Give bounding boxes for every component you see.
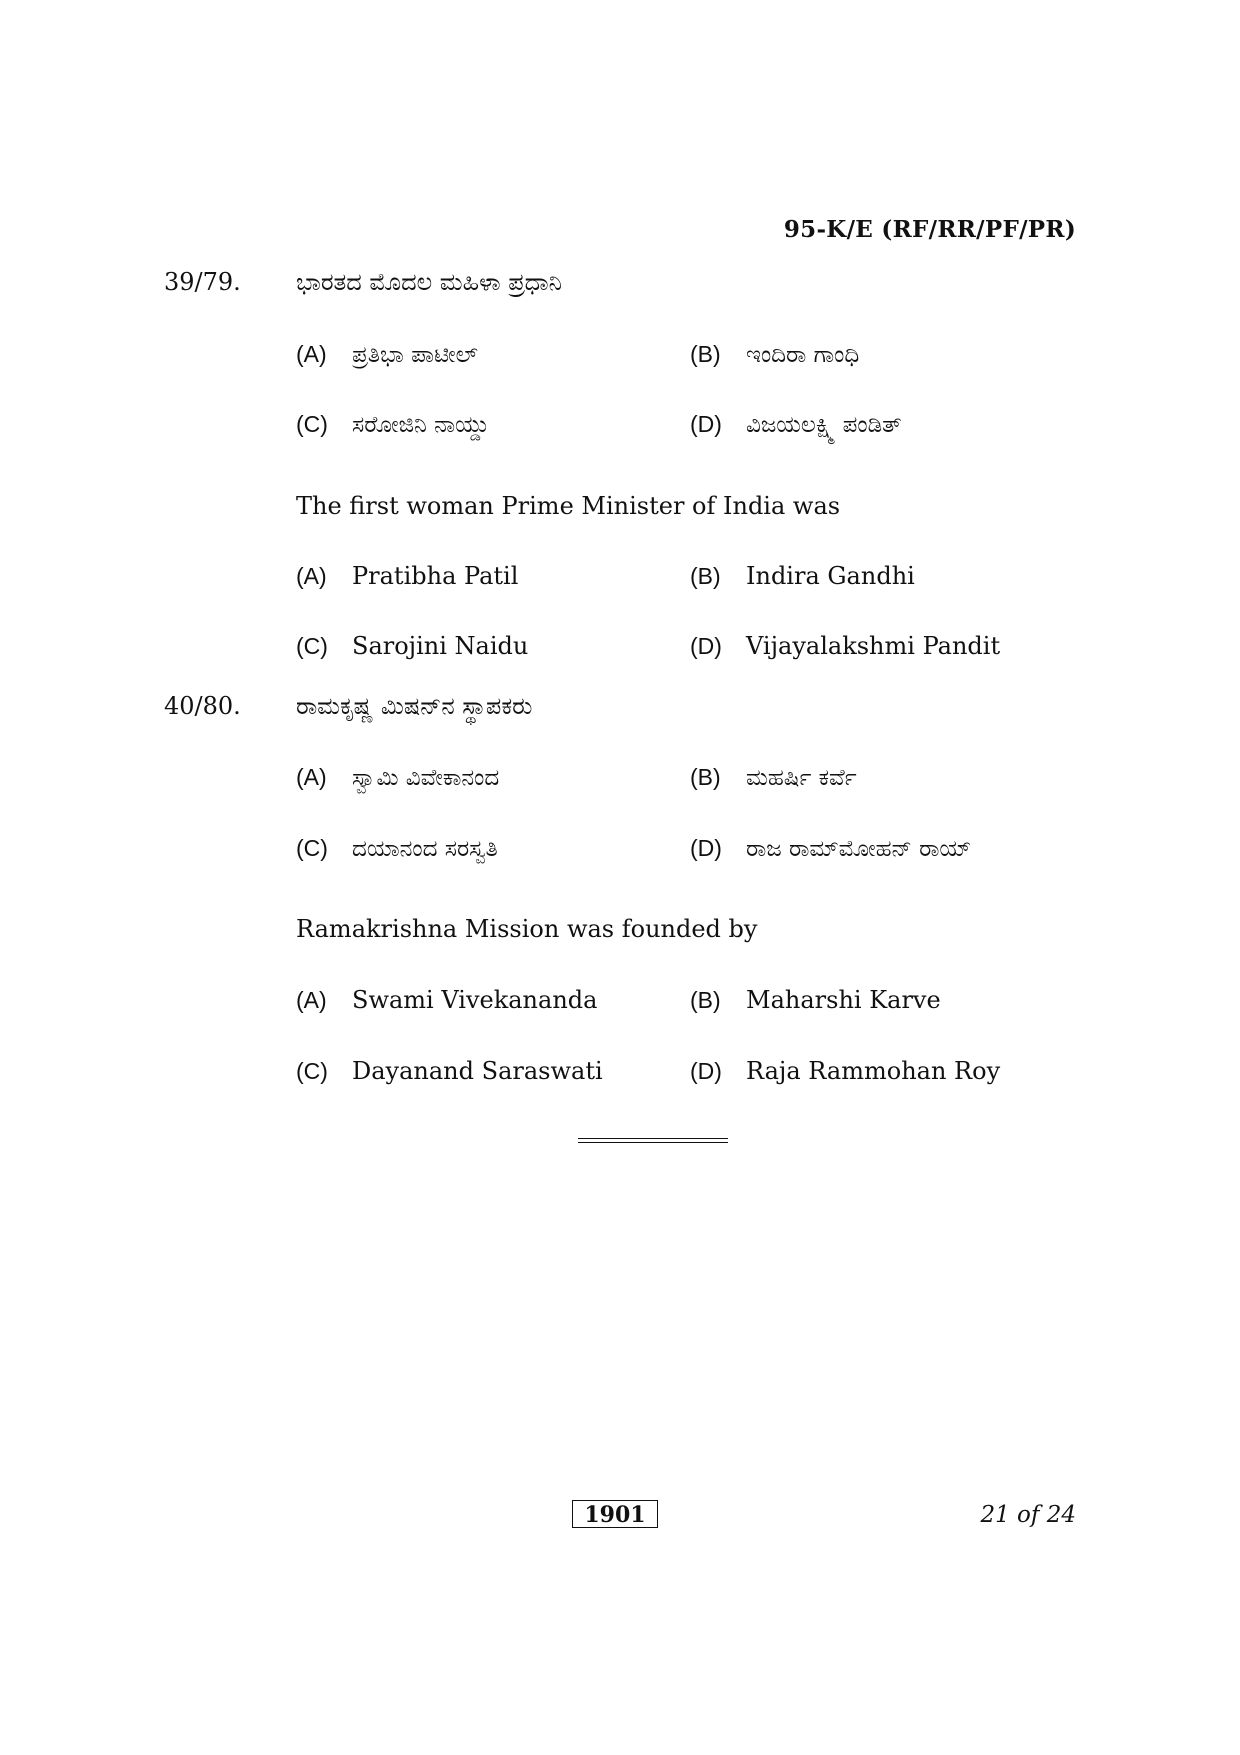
option-label: (B) [690,764,721,790]
question-number: 40/80. [164,692,241,720]
option-text: ಇಂದಿರಾ ಗಾಂಧಿ [746,342,860,368]
question-number: 39/79. [164,268,241,296]
option-text: ಪ್ರತಿಭಾ ಪಾಟೀಲ್ [352,342,478,368]
option-d-kannada [690,410,902,438]
option-b-kannada [690,340,859,368]
question-text-english: The first woman Prime Minister of India was [296,492,841,520]
option-label: (C) [296,633,328,659]
header-code: 95-K/E (RF/RR/PF/PR) [783,216,1076,243]
question-text-kannada: ಭಾರತದ ಮೊದಲ ಮಹಿಳಾ ಪ್ರಧಾನಿ [296,268,562,296]
option-c-kannada [296,410,490,438]
option-text: ರಾಜ ರಾಮ್‌ಮೋಹನ್ ರಾಯ್ [746,836,972,862]
option-a-english [296,562,518,590]
option-a-english [296,986,597,1014]
option-text: Raja Rammohan Roy [746,1057,1001,1085]
option-b-english [690,986,941,1014]
option-label: (C) [296,411,328,437]
option-text: Maharshi Karve [746,986,941,1014]
option-label: (D) [690,411,722,437]
option-text: Dayanand Saraswati [352,1057,603,1085]
option-label: (A) [296,341,327,367]
option-d-english [690,632,1000,660]
option-text: Pratibha Patil [352,562,519,590]
option-label: (D) [690,1058,722,1084]
option-text: ದಯಾನಂದ ಸರಸ್ವತಿ [352,836,498,862]
option-text: Indira Gandhi [746,562,915,590]
option-label: (B) [690,563,721,589]
option-c-kannada [296,834,498,862]
option-label: (A) [296,563,327,589]
option-b-kannada [690,763,857,791]
option-text: ಸರೋಜಿನಿ ನಾಯ್ಡು [352,412,490,438]
option-label: (B) [690,341,721,367]
option-d-english [690,1057,1000,1085]
option-label: (C) [296,1058,328,1084]
option-a-kannada [296,340,478,368]
option-label: (D) [690,633,722,659]
option-text: ವಿಜಯಲಕ್ಷ್ಮಿ ಪಂಡಿತ್ [746,412,902,438]
option-text: Swami Vivekananda [352,986,598,1014]
end-double-rule [578,1138,728,1143]
option-label: (A) [296,764,327,790]
option-d-kannada [690,834,972,862]
option-label: (C) [296,835,328,861]
option-text: Vijayalakshmi Pandit [746,632,1001,660]
page-number: 21 of 24 [980,1502,1076,1528]
option-c-english [296,1057,603,1085]
option-b-english [690,562,915,590]
option-a-kannada [296,763,499,791]
booklet-code-box: 1901 [572,1500,658,1528]
option-label: (D) [690,835,722,861]
option-text: ಮಹರ್ಷಿ ಕರ್ವೆ [746,765,857,791]
option-text: ಸ್ವಾಮಿ ವಿವೇಕಾನಂದ [352,765,500,791]
option-label: (A) [296,987,327,1013]
option-label: (B) [690,987,721,1013]
question-text-kannada: ರಾಮಕೃಷ್ಣ ಮಿಷನ್‌ನ ಸ್ಥಾಪಕರು [296,692,533,720]
option-text: Sarojini Naidu [352,632,529,660]
question-text-english: Ramakrishna Mission was founded by [296,915,758,943]
option-c-english [296,632,528,660]
